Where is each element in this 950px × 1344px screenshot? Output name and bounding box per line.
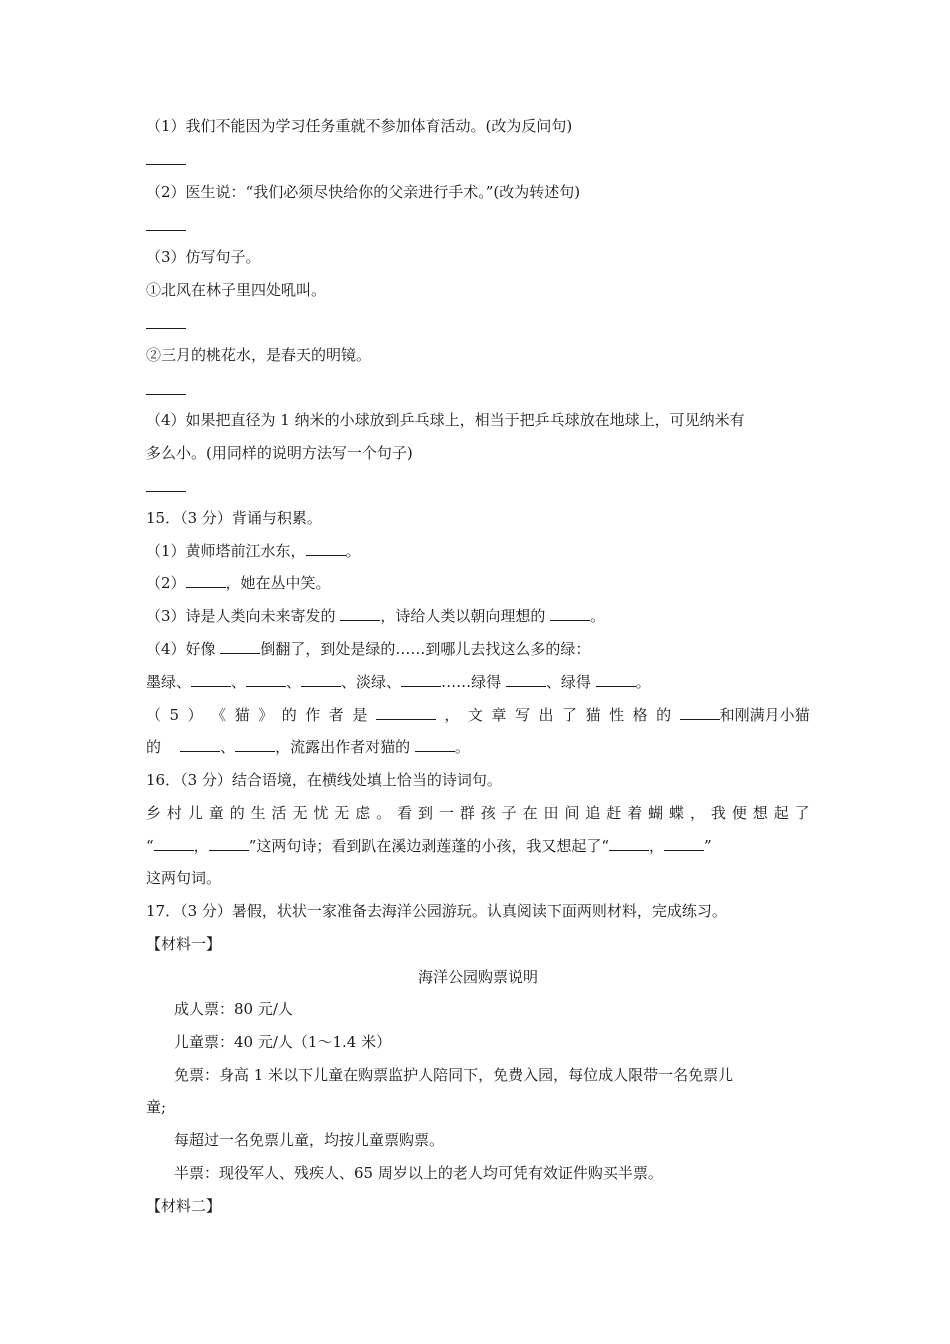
answer-blank[interactable] xyxy=(376,705,436,720)
q15-item-5-line1: （ 5 ） 《 猫 》 的 作 者 是 ， 文 章 写 出 了 猫 性 格 的 和刚满月小猫 xyxy=(146,706,810,724)
q15-item-3: （3）诗是人类向未来寄发的 ，诗给人类以朝向理想的 。 xyxy=(146,607,606,625)
answer-blank[interactable] xyxy=(680,705,720,720)
material-two-label: 【材料二】 xyxy=(146,1197,222,1215)
q16-context-line1: 乡 村 儿 童 的 生 活 无 忧 无 虑 。 看 到 一 群 孩 子 在 田 间 追 赶 着 蝴 蝶 ， 我 便 想 起 了 xyxy=(146,804,810,822)
answer-blank[interactable] xyxy=(186,573,226,588)
q14-item-2: （2）医生说：“我们必须尽快给你的父亲进行手术。”(改为转述句) xyxy=(146,183,581,201)
answer-blank[interactable] xyxy=(209,836,249,851)
free-ticket-line2: 童; xyxy=(146,1098,167,1116)
answer-blank[interactable] xyxy=(154,836,194,851)
extra-child-rule: 每超过一名免票儿童，均按儿童票购票。 xyxy=(174,1131,445,1149)
q15-item-4: （4）好像 倒翻了，到处是绿的……到哪儿去找这么多的绿： xyxy=(146,640,591,658)
answer-blank[interactable] xyxy=(191,672,231,687)
answer-blank[interactable] xyxy=(246,672,286,687)
answer-blank[interactable] xyxy=(506,672,546,687)
answer-blank[interactable] xyxy=(596,672,636,687)
material-one-label: 【材料一】 xyxy=(146,935,222,953)
answer-line[interactable] xyxy=(146,230,186,231)
q16-context-line3: 这两句词。 xyxy=(146,869,222,887)
answer-blank[interactable] xyxy=(415,737,455,752)
q15-item-2: （2） ，她在丛中笑。 xyxy=(146,574,331,592)
q14-item-1: （1）我们不能因为学习任务重就不参加体育活动。(改为反问句) xyxy=(146,117,573,135)
answer-blank[interactable] xyxy=(306,541,346,556)
q14-item-4-line2: 多么小。(用同样的说明方法写一个句子) xyxy=(146,444,413,462)
q16-context-line2: “ ， ”这两句诗；看到趴在溪边剥莲蓬的小孩，我又想起了“ ， ” xyxy=(146,837,712,855)
q14-item-3a: ①北风在林子里四处吼叫。 xyxy=(146,281,327,299)
answer-blank[interactable] xyxy=(664,836,704,851)
answer-blank[interactable] xyxy=(401,672,441,687)
answer-line[interactable] xyxy=(146,164,186,165)
answer-blank[interactable] xyxy=(220,639,260,654)
q15-item-1: （1）黄师塔前江水东， 。 xyxy=(146,542,361,560)
adult-ticket: 成人票：80 元/人 xyxy=(174,1000,293,1018)
q15-title: 15．（3 分）背诵与积累。 xyxy=(146,509,322,527)
child-ticket: 儿童票：40 元/人（1～1.4 米） xyxy=(174,1033,392,1051)
q14-item-4-line1: （4）如果把直径为 1 纳米的小球放到乒乓球上，相当于把乒乓球放在地球上，可见纳米有 xyxy=(146,411,745,429)
answer-blank[interactable] xyxy=(301,672,341,687)
q14-item-3: （3）仿写句子。 xyxy=(146,248,261,266)
answer-blank[interactable] xyxy=(235,737,275,752)
q17-title: 17．（3 分）暑假，状状一家准备去海洋公园游玩。认真阅读下面两则材料，完成练习。 xyxy=(146,902,727,920)
answer-blank[interactable] xyxy=(180,737,220,752)
q14-item-3b: ②三月的桃花水，是春天的明镜。 xyxy=(146,346,372,364)
free-ticket-line1: 免票：身高 1 米以下儿童在购票监护人陪同下，免费入园，每位成人限带一名免票儿 xyxy=(174,1066,734,1084)
answer-blank[interactable] xyxy=(340,606,380,621)
answer-line[interactable] xyxy=(146,328,186,329)
q16-title: 16．（3 分）结合语境，在横线处填上恰当的诗词句。 xyxy=(146,771,502,789)
ticket-heading: 海洋公园购票说明 xyxy=(417,968,538,986)
half-ticket: 半票：现役军人、残疾人、65 周岁以上的老人均可凭有效证件购买半票。 xyxy=(174,1164,663,1182)
answer-blank[interactable] xyxy=(609,836,649,851)
q15-item-5-line2: 的 、 ，流露出作者对猫的 。 xyxy=(146,738,470,756)
answer-blank[interactable] xyxy=(550,606,590,621)
answer-line[interactable] xyxy=(146,394,186,395)
answer-line[interactable] xyxy=(146,491,186,492)
q15-item-4-greens: 墨绿、 、 、 、淡绿、 ……绿得 、绿得 。 xyxy=(146,673,651,691)
